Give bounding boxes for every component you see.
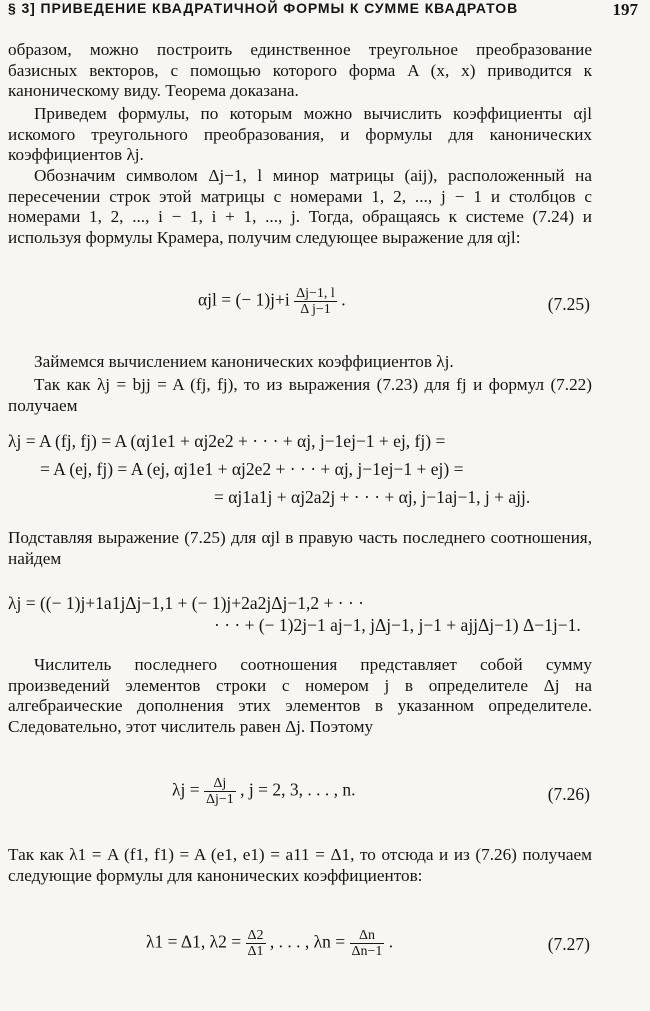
numerator: Δj	[204, 776, 236, 792]
paragraph-text: образом, можно построить единственное треугольное преобразование базисных векторов, с помощью которого форма A (x, x) приводится к каноническому виду. Теорема доказана.	[8, 40, 592, 101]
equation-lhs: λj =	[172, 779, 200, 800]
denominator: Δ j−1	[300, 302, 331, 317]
paragraph-4	[8, 352, 592, 373]
paragraph-7	[8, 655, 592, 737]
equation-number-7-27: (7.27)	[547, 934, 590, 954]
equation-substitution-line-2: · · · + (− 1)2j−1 aj−1, jΔj−1, j−1 + ajjΔj−1) Δ−1j−1.	[214, 615, 581, 635]
equation-part-2: , . . . , λn =	[269, 931, 346, 952]
equation-substitution-line-1: λj = ((− 1)j+1a1jΔj−1,1 + (− 1)j+2a2jΔj−1,2 + · · ·	[8, 593, 365, 613]
denominator: Δj−1	[205, 792, 234, 807]
fraction	[294, 286, 337, 317]
paragraph-text: Числитель последнего соотношения представляет собой сумму произведений элементов строки с номером j в определителе Δj на алгебраические дополнения этих элементов в указанном определителе. Следовательно, этот числитель равен Δj. Поэтому	[8, 655, 592, 736]
equation-number-7-25: (7.25)	[547, 294, 590, 314]
equation-tail: .	[341, 289, 346, 310]
paragraph-text: Приведем формулы, по которым можно вычислить коэффициенты αjl искомого треугольного преобразования, и формулы для канонических коэффициентов λj.	[8, 104, 592, 165]
equation-7-26	[172, 776, 356, 807]
paragraph-8	[8, 845, 592, 886]
equation-part-1: λ1 = Δ1, λ2 =	[146, 931, 242, 952]
paragraph-text: Обозначим символом Δj−1, l минор матрицы (aij), расположенный на пересечении строк этой матрицы с номерами 1, 2, ..., j − 1 и столбцов с номерами 1, 2, ..., i − 1, i + 1, ..., j. Тогда, обращаясь к системе (7.24) и используя формулы Крамера, получим следующее выражение для αjl:	[8, 166, 592, 247]
paragraph-text: Так как λ1 = A (f1, f1) = A (e1, e1) = a11 = Δ1, то отсюда и из (7.26) получаем следующие формулы для канонических коэффициентов:	[8, 845, 592, 885]
equation-number-7-26: (7.26)	[547, 784, 590, 804]
equation-lambda-line-2: = A (ej, fj) = A (ej, αj1e1 + αj2e2 + · · · + αj, j−1ej−1 + ej) =	[40, 459, 464, 479]
equation-lambda-line-1: λj = A (fj, fj) = A (αj1e1 + αj2e2 + · · · + αj, j−1ej−1 + ej, fj) =	[8, 431, 446, 451]
fraction-lambda-n	[350, 928, 385, 959]
section-title: § 3] ПРИВЕДЕНИЕ КВАДРАТИЧНОЙ ФОРМЫ К СУММЕ КВАДРАТОВ	[8, 0, 519, 16]
equation-rest: , j = 2, 3, . . . , n.	[240, 779, 356, 800]
equation-7-25	[198, 286, 346, 317]
numerator: Δn	[350, 928, 385, 944]
paragraph-3	[8, 166, 592, 248]
equation-7-27	[146, 928, 393, 959]
page-number: 197	[612, 0, 638, 19]
denominator: Δ1	[247, 944, 264, 959]
denominator: Δn−1	[351, 944, 383, 959]
paragraph-1	[8, 40, 592, 102]
paragraph-2	[8, 104, 592, 166]
equation-lambda-line-3: = αj1a1j + αj2a2j + · · · + αj, j−1aj−1, j + ajj.	[214, 487, 531, 507]
equation-lhs: αjl = (− 1)j+i	[198, 289, 290, 310]
paragraph-5	[8, 375, 592, 416]
fraction	[204, 776, 236, 807]
equation-tail: .	[388, 931, 394, 952]
numerator: Δj−1, l	[296, 286, 335, 301]
paragraph-text: Займемся вычислением канонических коэффициентов λj.	[34, 352, 454, 371]
running-header	[8, 0, 638, 22]
paragraph-6	[8, 528, 592, 569]
fraction-lambda-2	[246, 928, 266, 959]
paragraph-text: Подставляя выражение (7.25) для αjl в правую часть последнего соотношения, найдем	[8, 528, 592, 568]
numerator: Δ2	[247, 928, 264, 943]
paragraph-text: Так как λj = bjj = A (fj, fj), то из выражения (7.23) для fj и формул (7.22) получаем	[8, 375, 592, 415]
